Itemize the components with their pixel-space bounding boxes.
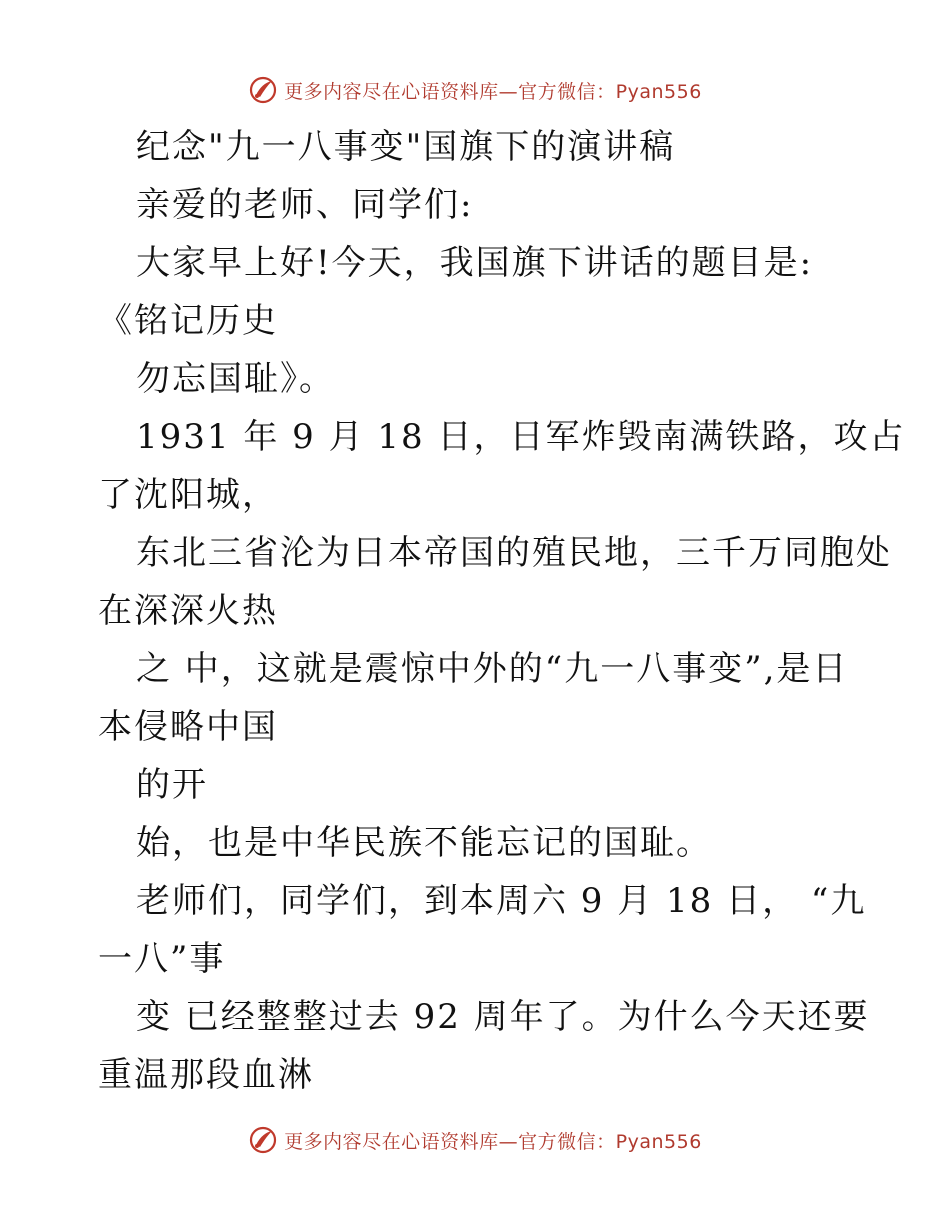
header-watermark	[0, 70, 950, 110]
doc-line: 1931 年 9 月 18 日，日军炸毁南满铁路，攻占	[136, 417, 906, 457]
watermark-text: 更多内容尽在心语资料库—官方微信：Pyan556	[284, 1130, 702, 1153]
doc-line: 变 已经整整过去 92 周年了。为什么今天还要	[136, 997, 870, 1037]
doc-line: 纪念"九一八事变"国旗下的演讲稿	[136, 127, 676, 167]
doc-line: 之 中，这就是震惊中外的“九一八事变”,是日	[136, 649, 849, 689]
document-body	[98, 118, 906, 1104]
doc-line: 始，也是中华民族不能忘记的国耻。	[136, 823, 712, 863]
doc-line: 一八”事	[98, 939, 226, 979]
doc-line: 的开	[136, 765, 208, 805]
doc-line: 东北三省沦为日本帝国的殖民地，三千万同胞处	[136, 533, 892, 573]
brush-logo-icon	[248, 75, 278, 105]
doc-line: 了沈阳城，	[98, 475, 278, 515]
doc-line: 老师们，同学们，到本周六 9 月 18 日， “九	[136, 881, 867, 921]
doc-line: 亲爱的老师、同学们:	[136, 185, 474, 225]
brush-logo-icon	[248, 1125, 278, 1155]
doc-line: 重温那段血淋	[98, 1055, 314, 1095]
footer-watermark	[0, 1120, 950, 1160]
doc-line: 大家早上好!今天，我国旗下讲话的题目是:	[136, 243, 814, 283]
doc-line: 勿忘国耻》。	[136, 359, 335, 399]
doc-line: 本侵略中国	[98, 707, 278, 747]
watermark-text: 更多内容尽在心语资料库—官方微信：Pyan556	[284, 80, 702, 103]
doc-line: 在深深火热	[98, 591, 278, 631]
doc-line: 《铭记历史	[98, 301, 278, 341]
